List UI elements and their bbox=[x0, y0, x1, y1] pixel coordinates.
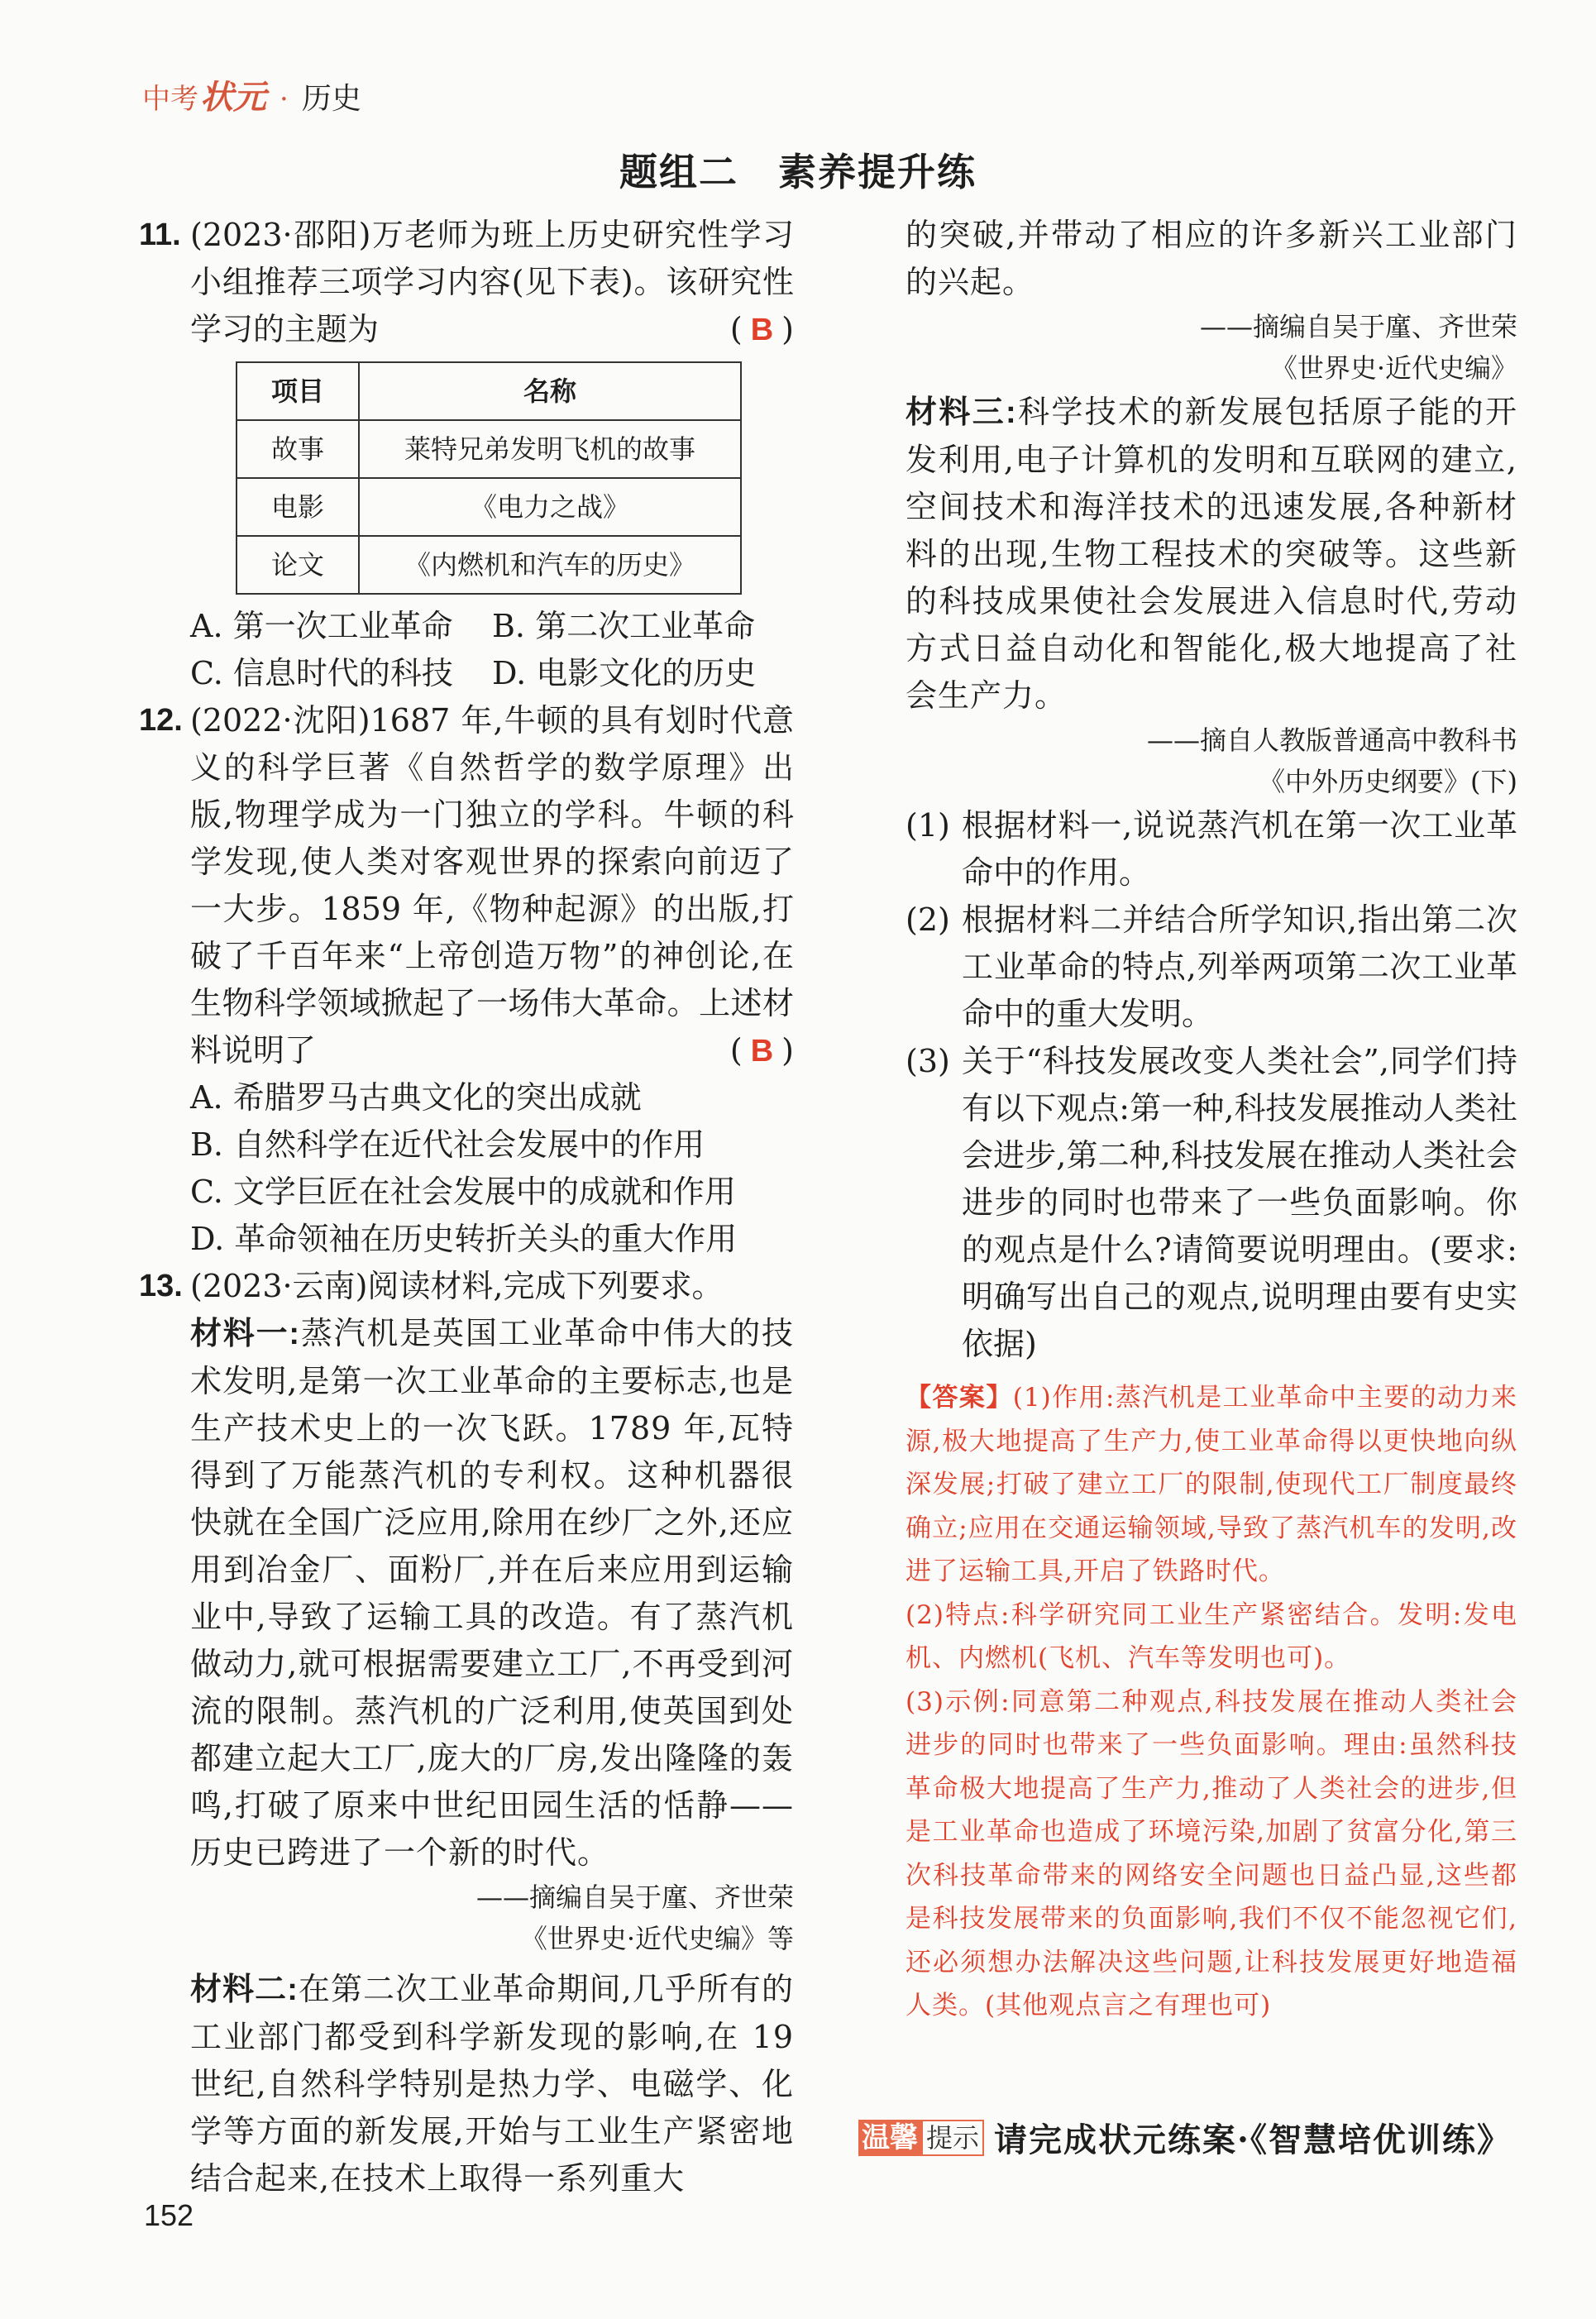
sub-question-3 bbox=[906, 1038, 1517, 1368]
answer-tag: 【答案】 bbox=[906, 1383, 1013, 1412]
option-b: B. 第二次工业革命 bbox=[492, 608, 756, 644]
reminder-tip bbox=[858, 2114, 1512, 2161]
option-a: A. 第一次工业革命 bbox=[190, 608, 453, 644]
answer-text: (1)作用:蒸汽机是工业革命中主要的动力来源,极大地提高了生产力,使工业革命得以更快地向纵深发展;打破了建立工厂的限制,使现代工厂制度最终确立;应用在交通运输领域,导致了蒸汽机车的发明,改进了运输工具,开启了铁路时代。 bbox=[906, 1383, 1518, 1586]
page-number: 152 bbox=[144, 2198, 194, 2232]
question-13 bbox=[141, 1263, 794, 1310]
option-a: A. 希腊罗马古典文化的突出成就 bbox=[190, 1079, 642, 1116]
tip-badge-label: 提示 bbox=[921, 2120, 984, 2156]
left-column bbox=[141, 212, 794, 2202]
material-source: 《世界史·近代史编》等 bbox=[520, 1923, 794, 1954]
table-row bbox=[237, 478, 741, 536]
option-c: C. 文学巨匠在社会发展中的成就和作用 bbox=[190, 1174, 736, 1210]
table-cell: 《内燃机和汽车的历史》 bbox=[359, 536, 741, 594]
question-number: 11. bbox=[139, 218, 181, 252]
answer-bracket: ( B ) bbox=[729, 1032, 794, 1069]
table-header: 名称 bbox=[359, 362, 741, 420]
option-d: D. 革命领袖在历史转折关头的重大作用 bbox=[190, 1221, 738, 1257]
table-cell: 论文 bbox=[237, 536, 359, 594]
sub-question-1 bbox=[906, 802, 1517, 897]
question-number: 13. bbox=[139, 1269, 183, 1303]
sub-question-text: 根据材料二并结合所学知识,指出第二次工业革命的特点,列举两项第二次工业革命中的重大发明。 bbox=[962, 901, 1517, 1032]
option-row bbox=[141, 603, 794, 650]
option-c: C. 信息时代的科技 bbox=[190, 655, 453, 691]
sub-question-2 bbox=[906, 897, 1517, 1038]
material-label: 材料二: bbox=[190, 1972, 299, 2007]
answer-letter: B bbox=[750, 313, 774, 347]
table-cell: 电影 bbox=[237, 478, 359, 536]
answer-part-2: (2)特点:科学研究同工业生产紧密结合。发明:发电机、内燃机(飞机、汽车等发明也可)。 bbox=[906, 1599, 1517, 1673]
right-column bbox=[906, 212, 1517, 2028]
table-cell: 故事 bbox=[237, 420, 359, 478]
question-11 bbox=[141, 212, 794, 353]
option-row bbox=[141, 650, 794, 697]
material-2 bbox=[141, 1966, 794, 2202]
material-source: ——摘编自吴于廑、齐世荣 bbox=[1199, 311, 1517, 342]
section-title: 题组二 素养提升练 bbox=[619, 151, 977, 194]
material-3 bbox=[906, 389, 1517, 720]
material-label: 材料一: bbox=[190, 1317, 301, 1351]
sub-question-number: (2) bbox=[906, 901, 950, 938]
brand-name-prefix: 中考 bbox=[142, 84, 198, 115]
tip-badge: 温馨 bbox=[858, 2120, 921, 2156]
table-cell: 《电力之战》 bbox=[359, 478, 741, 536]
sub-question-number: (3) bbox=[906, 1043, 950, 1079]
question-stem: (2023·云南)阅读材料,完成下列要求。 bbox=[190, 1268, 724, 1304]
table-header: 项目 bbox=[237, 362, 359, 420]
answer-part-3: (3)示例:同意第二种观点,科技发展在推动人类社会进步的同时也带来了一些负面影响。理由:虽然科技革命极大地提高了生产力,推动了人类社会的进步,但是工业革命也造成了环境污染,加剧了贫富分化,第三次科技革命带来的网络安全问题也日益凸显,这些都是科技发展带来的负面影响,我们不仅不能忽视它们,还必须想办法解决这些问题,让科技发展更好地造福人类。(其他观点言之有理也可) bbox=[906, 1686, 1517, 2020]
answer-part-1 bbox=[906, 1376, 1517, 1594]
header-dot: · bbox=[280, 83, 289, 116]
material-1 bbox=[141, 1310, 794, 1877]
material-source: 《中外历史纲要》(下) bbox=[1259, 766, 1517, 797]
brand-name-logo: 状元 bbox=[200, 78, 266, 117]
sub-question-text: 根据材料一,说说蒸汽机在第一次工业革命中的作用。 bbox=[962, 807, 1517, 891]
material-2-continued: 的突破,并带动了相应的许多新兴工业部门的兴起。 bbox=[906, 217, 1517, 300]
question-12 bbox=[141, 697, 794, 1074]
study-items-table bbox=[236, 361, 742, 595]
table-row bbox=[237, 420, 741, 478]
material-label: 材料三: bbox=[906, 395, 1017, 430]
sub-question-number: (1) bbox=[906, 807, 950, 844]
page-header bbox=[142, 71, 361, 118]
tip-text: 请完成状元练案·《智慧培优训练》 bbox=[994, 2121, 1512, 2159]
material-text: 科学技术的新发展包括原子能的开发利用,电子计算机的发明和互联网的建立,空间技术和海洋技术的迅速发展,各种新材料的出现,生物工程技术的突破等。这些新的科技成果使社会发展进入信息时代,劳动方式日益自动化和智能化,极大地提高了社会生产力。 bbox=[906, 394, 1517, 714]
option-d: D. 电影文化的历史 bbox=[492, 655, 757, 691]
answer-block bbox=[906, 1376, 1517, 2028]
question-stem: (2023·邵阳)万老师为班上历史研究性学习小组推荐三项学习内容(见下表)。该研究性学习的主题为 bbox=[190, 217, 794, 347]
table-header-row bbox=[237, 362, 741, 420]
table-cell: 莱特兄弟发明飞机的故事 bbox=[359, 420, 741, 478]
answer-bracket: ( B ) bbox=[729, 311, 794, 347]
option-b: B. 自然科学在近代社会发展中的作用 bbox=[190, 1126, 705, 1163]
answer-letter: B bbox=[750, 1034, 774, 1069]
subject-label: 历史 bbox=[301, 81, 361, 115]
material-text: 蒸汽机是英国工业革命中伟大的技术发明,是第一次工业革命的主要标志,也是生产技术史上的一次飞跃。1789 年,瓦特得到了万能蒸汽机的专利权。这种机器很快就在全国广泛应用,除用在纱厂之外,还应用到冶金厂、面粉厂,并在后来应用到运输业中,导致了运输工具的改造。有了蒸汽机做动力,就可根据需要建立工厂,不再受到河流的限制。蒸汽机的广泛利用,使英国到处都建立起大工厂,庞大的厂房,发出隆隆的轰鸣,打破了原来中世纪田园生活的恬静——历史已跨进了一个新的时代。 bbox=[190, 1315, 794, 1871]
sub-question-text: 关于“科技发展改变人类社会”,同学们持有以下观点:第一种,科技发展推动人类社会进步,第二种,科技发展在推动人类社会进步的同时也带来了一些负面影响。你的观点是什么?请简要说明理由。(要求:明确写出自己的观点,说明理由要有史实依据) bbox=[962, 1043, 1517, 1362]
material-source: ——摘自人教版普通高中教科书 bbox=[1146, 724, 1517, 756]
table-row bbox=[237, 536, 741, 594]
material-source: 《世界史·近代史编》 bbox=[1270, 352, 1517, 384]
question-stem: (2022·沈阳)1687 年,牛顿的具有划时代意义的科学巨著《自然哲学的数学原理》出版,物理学成为一门独立的学科。牛顿的科学发现,使人类对客观世界的探索向前迈了一大步。1859 年,《物种起源》的出版,打破了千百年来“上帝创造万物”的神创论,在生物科学领域掀起了一场伟大革命。上述材料说明了 bbox=[190, 702, 794, 1069]
material-text: 在第二次工业革命期间,几乎所有的工业部门都受到科学新发现的影响,在 19 世纪,自然科学特别是热力学、电磁学、化学等方面的新发展,开始与工业生产紧密地结合起来,在技术上取得一系列重大 bbox=[190, 1971, 794, 2197]
question-number: 12. bbox=[139, 703, 183, 738]
material-source: ——摘编自吴于廑、齐世荣 bbox=[475, 1881, 794, 1913]
